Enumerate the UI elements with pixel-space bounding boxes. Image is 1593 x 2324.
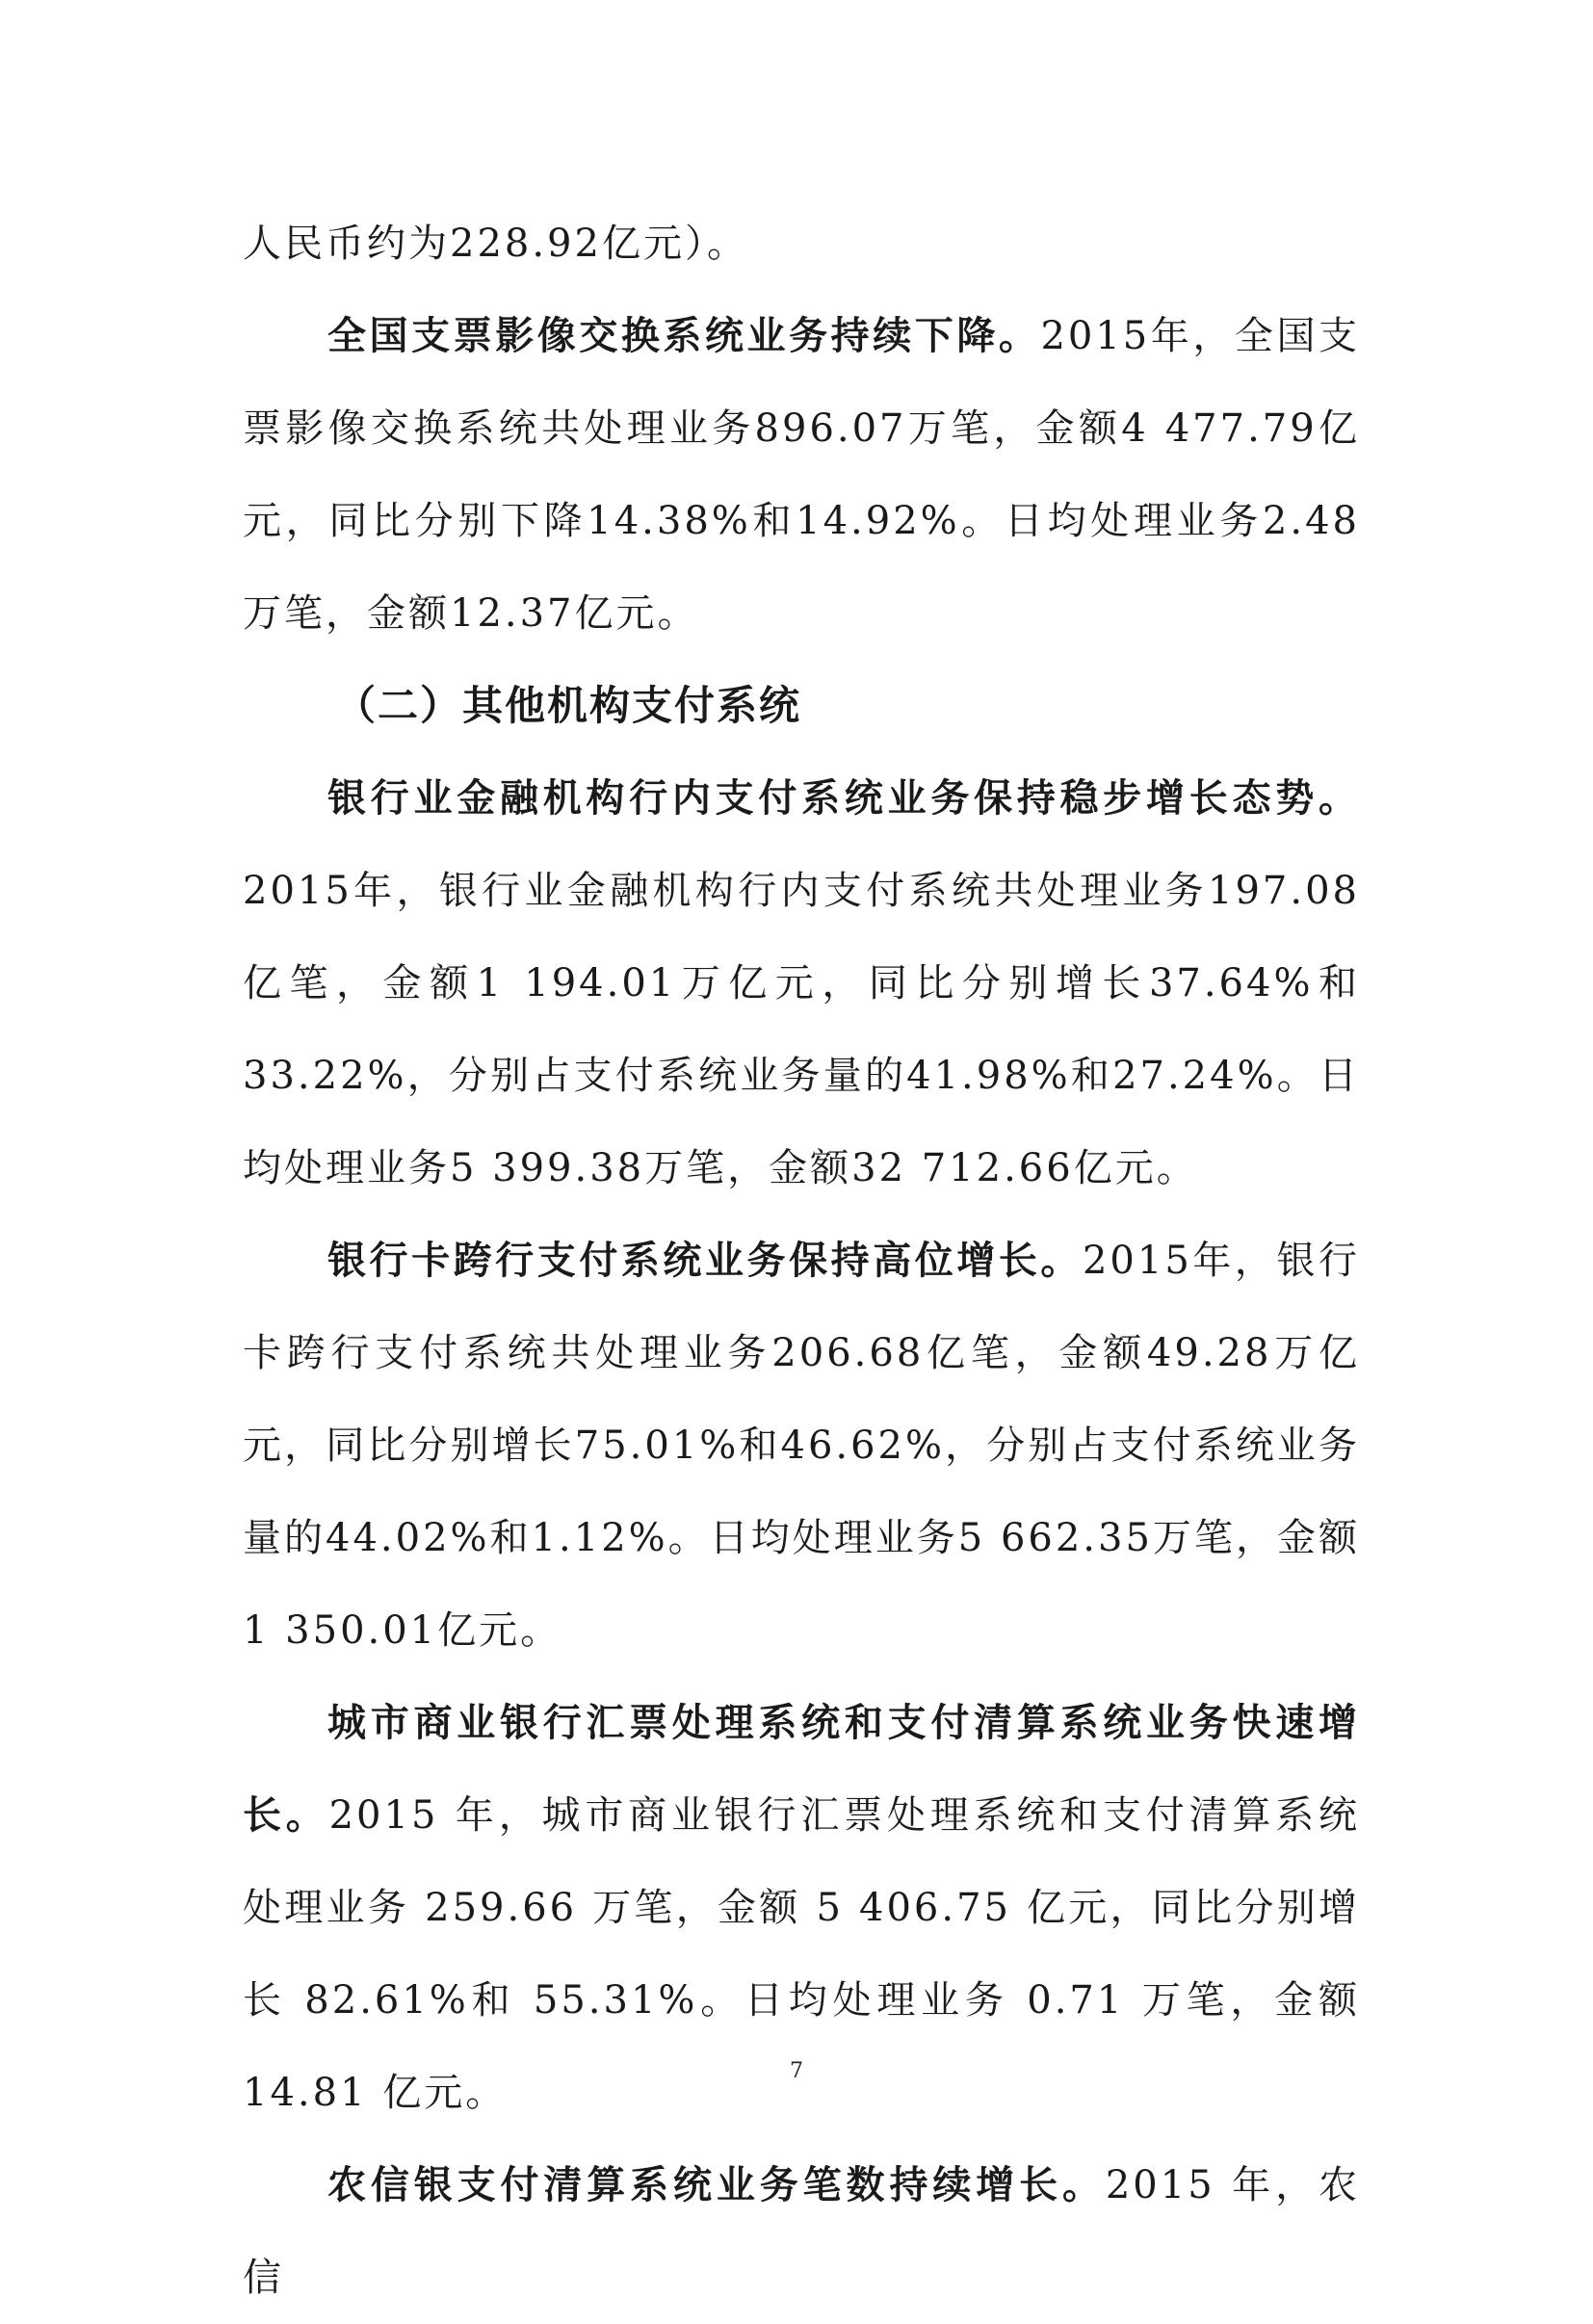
paragraph-text: 2015年，银行业金融机构行内支付系统共处理业务197.08亿笔，金额1 194.01万亿元，同比分别增长37.64%和33.22%，分别占支付系统业务量的41.98%和27.24%。日均处理业务5 399.38万笔，金额32 712.66亿元。 xyxy=(243,869,1360,1190)
paragraph-bank-card-interbank xyxy=(243,1214,1360,1677)
paragraph-text: 人民币约为228.92亿元）。 xyxy=(243,222,748,266)
paragraph-text: 2015 年，农信 xyxy=(243,2163,1360,2300)
paragraph-text: 2015年，银行卡跨行支付系统共处理业务206.68亿笔，金额49.28万亿元，同比分别增长75.01%和46.62%，分别占支付系统业务量的44.02%和1.12%。日均处理业务5 662.35万笔，金额1 350.01亿元。 xyxy=(243,1239,1360,1653)
paragraph-lead: 全国支票影像交换系统业务持续下降。 xyxy=(327,314,1041,358)
paragraph-lead: 银行业金融机构行内支付系统业务保持稳步增长态势。 xyxy=(327,776,1360,821)
paragraph-lead: 城市商业银行汇票处理系统和支付清算系统业务快速增长。 xyxy=(243,1701,1360,1838)
paragraph-cheque-image-exchange xyxy=(243,290,1360,660)
section-heading: （二）其他机构支付系统 xyxy=(335,682,802,729)
paragraph-lead: 农信银支付清算系统业务笔数持续增长。 xyxy=(327,2163,1106,2207)
page-content xyxy=(243,197,1360,2324)
page-number: 7 xyxy=(790,2059,803,2083)
paragraph-intra-bank-payment xyxy=(243,752,1360,1214)
paragraph-text: 2015 年，城市商业银行汇票处理系统和支付清算系统处理业务 259.66 万笔，金额 5 406.75 亿元，同比分别增长 82.61%和 55.31%。日均处理业务 0.71 万笔，金额 14.81 亿元。 xyxy=(243,1793,1360,2115)
paragraph-lead: 银行卡跨行支付系统业务保持高位增长。 xyxy=(327,1239,1083,1283)
paragraph-text: 2015年，全国支票影像交换系统共处理业务896.07万笔，金额4 477.79亿元，同比分别下降14.38%和14.92%。日均处理业务2.48万笔，金额12.37亿元。 xyxy=(243,314,1361,636)
paragraph-continuation xyxy=(243,197,1360,290)
paragraph-rural-credit-clearing xyxy=(243,2139,1360,2324)
